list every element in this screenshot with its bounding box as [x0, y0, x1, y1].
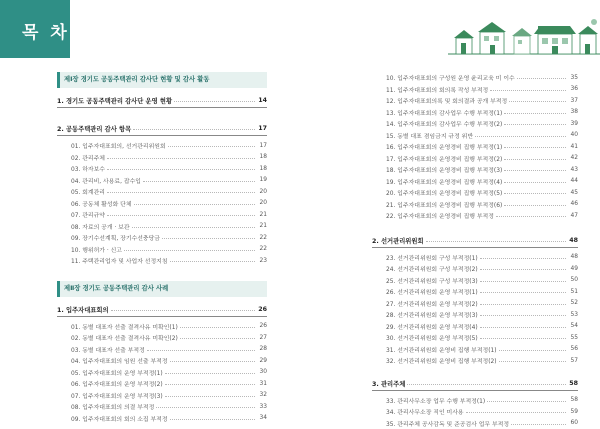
toc-entry[interactable]: [57, 175, 267, 187]
toc-entry-page: 39: [568, 121, 578, 127]
toc-entry-title: 1. 경기도 공동주택관리 감사단 운영 현황: [57, 96, 172, 105]
toc-entry[interactable]: [372, 176, 578, 188]
toc-entry[interactable]: [372, 95, 578, 107]
leader-dots: [162, 238, 255, 239]
toc-entry[interactable]: [372, 199, 578, 211]
toc-entry-title: 34. 관리사무소장 직인 미사용: [386, 407, 464, 416]
toc-entry-page: 49: [568, 266, 578, 272]
toc-entry-title: 1. 입주자대표회의: [57, 305, 109, 314]
toc-entry[interactable]: [372, 164, 578, 176]
toc-entry-title: 12. 입주자대표회의록 및 회의결과 공개 부적정: [386, 96, 507, 105]
leader-dots: [504, 159, 566, 160]
toc-entry-title: 07. 관리규약: [71, 210, 105, 219]
toc-entry[interactable]: [57, 140, 267, 152]
leader-dots: [165, 373, 255, 374]
toc-entry-title: 35. 관리주체 공사감독 및 준공검사 업무 부적정: [386, 419, 509, 428]
toc-entry[interactable]: [372, 130, 578, 142]
toc-entry-page: 44: [568, 178, 578, 184]
toc-entry[interactable]: [57, 244, 267, 256]
leader-dots: [174, 101, 255, 102]
leader-dots: [170, 419, 255, 420]
toc-entry[interactable]: [372, 286, 578, 298]
leader-dots: [504, 205, 566, 206]
header-tab: [0, 0, 70, 58]
leader-dots: [480, 315, 566, 316]
leader-dots: [504, 113, 566, 114]
toc-right-column: [372, 72, 578, 429]
leader-dots: [480, 338, 566, 339]
leader-dots: [504, 124, 566, 125]
toc-entry[interactable]: [372, 107, 578, 119]
toc-entry-page: 48: [568, 254, 578, 260]
toc-entry-title: 2. 공동주택관리 감사 항목: [57, 124, 131, 133]
leader-dots: [107, 158, 255, 159]
toc-entry-title: 31. 선거관리위원회 운영비 집행 부적정(1): [386, 345, 497, 354]
toc-entry-title: 03. 동별 대표자 선출 부적정: [71, 345, 145, 354]
toc-entry-page: 30: [257, 369, 267, 375]
toc-entry-title: 24. 선거관리위원회 구성 부적정(2): [386, 264, 478, 273]
leader-dots: [133, 129, 255, 130]
toc-entry[interactable]: [57, 344, 267, 356]
leader-dots: [504, 193, 566, 194]
leader-dots: [504, 182, 566, 183]
toc-entry[interactable]: [57, 413, 267, 425]
leader-dots: [509, 101, 566, 102]
toc-entry-title: 08. 자료의 공개 · 보관: [71, 222, 130, 231]
toc-entry[interactable]: [372, 252, 578, 264]
toc-entry[interactable]: [372, 118, 578, 130]
leader-dots: [107, 169, 255, 170]
toc-entry[interactable]: [372, 395, 578, 407]
toc-entry[interactable]: [57, 255, 267, 267]
header-bar: [0, 0, 600, 60]
toc-entry-page: 52: [568, 300, 578, 306]
toc-entry-page: 48: [568, 237, 578, 244]
toc-entry[interactable]: [57, 221, 267, 233]
toc-entry-title: 29. 선거관리위원회 운영 부적정(4): [386, 322, 478, 331]
toc-entry-title: 04. 입주자대표회의 임원 선출 부적정: [71, 356, 168, 365]
toc-entry-page: 47: [568, 213, 578, 219]
toc-entry-page: 21: [257, 223, 267, 229]
toc-entry-page: 46: [568, 201, 578, 207]
leader-dots: [111, 310, 255, 311]
toc-entry-title: 01. 입주자대표회의, 선거관리위원회: [71, 141, 166, 150]
toc-entry[interactable]: [57, 152, 267, 164]
toc-entry[interactable]: [57, 332, 267, 344]
toc-entry-page: 38: [568, 109, 578, 115]
leader-dots: [490, 90, 566, 91]
toc-entry[interactable]: [372, 344, 578, 356]
leader-dots: [165, 384, 255, 385]
leader-dots: [480, 258, 566, 259]
toc-entry-title: 19. 입주자대표회의 운영경비 집행 부적정(4): [386, 177, 502, 186]
toc-entry-page: 22: [257, 235, 267, 241]
toc-entry[interactable]: [372, 332, 578, 344]
toc-entry-page: 41: [568, 144, 578, 150]
toc-entry-page: 19: [257, 177, 267, 183]
toc-section-entry[interactable]: [372, 234, 578, 248]
toc-entry-title: 05. 회계관리: [71, 187, 105, 196]
toc-entry-title: 02. 동별 대표자 선출 결격사유 미확인(2): [71, 333, 178, 342]
leader-dots: [107, 192, 255, 193]
toc-entry-page: 17: [257, 125, 267, 132]
houses-illustration-icon: [448, 16, 600, 56]
toc-entry-page: 50: [568, 277, 578, 283]
leader-dots: [180, 327, 255, 328]
toc-entry-title: 03. 하자보수: [71, 164, 105, 173]
toc-entry-page: 45: [568, 190, 578, 196]
leader-dots: [107, 215, 255, 216]
toc-entry-page: 28: [257, 346, 267, 352]
toc-section-entry[interactable]: [372, 377, 578, 391]
toc-entry-page: 57: [568, 358, 578, 364]
toc-entry-title: 06. 입주자대표회의 운영 부적정(2): [71, 379, 163, 388]
leader-dots: [480, 281, 566, 282]
toc-entry-title: 17. 입주자대표회의 운영경비 집행 부적정(2): [386, 154, 502, 163]
toc-entry-title: 02. 관리주체: [71, 153, 105, 162]
leader-dots: [480, 292, 566, 293]
toc-entry[interactable]: [372, 418, 578, 429]
toc-entry[interactable]: [372, 298, 578, 310]
toc-entry[interactable]: [57, 355, 267, 367]
leader-dots: [407, 384, 566, 385]
toc-entry[interactable]: [57, 390, 267, 402]
leader-dots: [168, 146, 255, 147]
toc-entry-page: 51: [568, 289, 578, 295]
toc-entry-page: 58: [568, 380, 578, 387]
toc-entry[interactable]: [57, 209, 267, 221]
toc-entry[interactable]: [57, 198, 267, 210]
toc-entry-title: 20. 입주자대표회의 운영경비 집행 부적정(5): [386, 188, 502, 197]
leader-dots: [143, 181, 255, 182]
leader-dots: [504, 147, 566, 148]
toc-entry-title: 16. 입주자대표회의 운영경비 집행 부적정(1): [386, 142, 502, 151]
leader-dots: [466, 412, 566, 413]
toc-entry-title: 3. 관리주체: [372, 379, 405, 388]
toc-entry-title: 22. 입주자대표회의 운영경비 집행 부적정: [386, 211, 494, 220]
toc-entry[interactable]: [372, 72, 578, 84]
toc-entry-title: 10. 행위허가 · 신고: [71, 245, 122, 254]
leader-dots: [170, 361, 255, 362]
toc-entry-page: 55: [568, 335, 578, 341]
toc-entry-page: 59: [568, 409, 578, 415]
toc-entry-title: 13. 입주자대표회의 감사업무 수행 부적정(1): [386, 108, 502, 117]
leader-dots: [496, 216, 566, 217]
toc-entry[interactable]: [372, 210, 578, 222]
toc-entry[interactable]: [372, 141, 578, 153]
toc-entry-page: 33: [257, 404, 267, 410]
toc-entry[interactable]: [372, 321, 578, 333]
toc-entry-page: 22: [257, 246, 267, 252]
leader-dots: [511, 424, 566, 425]
toc-left-column: [57, 72, 267, 424]
toc-entry-page: 17: [257, 143, 267, 149]
toc-entry-page: 31: [257, 381, 267, 387]
leader-dots: [504, 170, 566, 171]
toc-entry-page: 20: [257, 189, 267, 195]
toc-entry-page: 60: [568, 420, 578, 426]
toc-entry-page: 18: [257, 166, 267, 172]
toc-entry-page: 14: [257, 97, 267, 104]
leader-dots: [480, 269, 566, 270]
toc-entry[interactable]: [372, 309, 578, 321]
toc-entry-title: 27. 선거관리위원회 운영 부적정(2): [386, 299, 478, 308]
leader-dots: [426, 241, 566, 242]
toc-entry-page: 40: [568, 132, 578, 138]
toc-entry-title: 15. 동별 대표 겸임금지 규정 위반: [386, 131, 473, 140]
leader-dots: [147, 350, 255, 351]
leader-dots: [165, 396, 255, 397]
toc-entry-page: 27: [257, 335, 267, 341]
toc-entry-title: 09. 입주자대표회의 회의 소집 부적정: [71, 414, 168, 423]
leader-dots: [487, 401, 566, 402]
toc-entry-page: 37: [568, 98, 578, 104]
toc-entry[interactable]: [372, 275, 578, 287]
toc-section-entry[interactable]: [57, 303, 267, 317]
leader-dots: [156, 407, 255, 408]
toc-entry-page: 18: [257, 154, 267, 160]
toc-entry-title: 32. 선거관리위원회 운영비 집행 부적정(2): [386, 356, 497, 365]
toc-entry-title: 05. 입주자대표회의 운영 부적정(1): [71, 368, 163, 377]
toc-entry[interactable]: [57, 186, 267, 198]
toc-entry-title: 33. 관리사무소장 업무 수행 부적정(1): [386, 396, 485, 405]
toc-entry[interactable]: [57, 367, 267, 379]
toc-entry-page: 53: [568, 312, 578, 318]
toc-entry-title: 06. 공동체 활성화 단체: [71, 199, 132, 208]
part-heading: 제Ⅱ장 경기도 공동주택관리 감사 사례: [57, 281, 267, 297]
toc-entry-title: 30. 선거관리위원회 운영 부적정(5): [386, 333, 478, 342]
toc-entry-title: 07. 입주자대표회의 운영 부적정(3): [71, 391, 163, 400]
toc-entry-page: 54: [568, 323, 578, 329]
toc-entry[interactable]: [57, 378, 267, 390]
leader-dots: [124, 250, 255, 251]
page-title: 목 차: [22, 18, 70, 43]
toc-entry-page: 56: [568, 346, 578, 352]
toc-entry-title: 26. 선거관리위원회 운영 부적정(1): [386, 287, 478, 296]
toc-entry[interactable]: [372, 84, 578, 96]
toc-entry-title: 28. 선거관리위원회 운영 부적정(3): [386, 310, 478, 319]
toc-entry-page: 29: [257, 358, 267, 364]
leader-dots: [480, 304, 566, 305]
toc-entry-page: 43: [568, 167, 578, 173]
leader-dots: [132, 227, 255, 228]
toc-entry-title: 2. 선거관리위원회: [372, 236, 424, 245]
toc-entry-page: 26: [257, 323, 267, 329]
leader-dots: [475, 136, 566, 137]
toc-entry-title: 11. 주택관리업자 및 사업자 선정지침: [71, 256, 168, 265]
toc-entry[interactable]: [57, 163, 267, 175]
leader-dots: [180, 338, 255, 339]
toc-entry-title: 21. 입주자대표회의 운영경비 집행 부적정(6): [386, 200, 502, 209]
leader-dots: [499, 361, 566, 362]
toc-entry[interactable]: [372, 406, 578, 418]
toc-entry-title: 08. 입주자대표회의 의결 부적정: [71, 402, 154, 411]
toc-entry-title: 01. 동별 대표자 선출 결격사유 미확인(1): [71, 322, 178, 331]
toc-entry-page: 34: [257, 415, 267, 421]
leader-dots: [517, 78, 566, 79]
toc-section-entry[interactable]: [57, 122, 267, 136]
toc-entry-page: 23: [257, 258, 267, 264]
toc-entry-title: 10. 입주자대표회의 구성원 운영 윤리교육 미 이수: [386, 73, 515, 82]
toc-entry-page: 36: [568, 86, 578, 92]
toc-entry[interactable]: [57, 401, 267, 413]
toc-entry-title: 25. 선거관리위원회 구성 부적정(3): [386, 276, 478, 285]
toc-entry-page: 20: [257, 200, 267, 206]
toc-entry[interactable]: [372, 355, 578, 367]
toc-entry-title: 09. 장기수선계획, 장기수선충당금: [71, 233, 160, 242]
toc-entry-title: 14. 입주자대표회의 감사업무 수행 부적정(2): [386, 119, 502, 128]
toc-entry-page: 21: [257, 212, 267, 218]
toc-entry-title: 23. 선거관리위원회 구성 부적정(1): [386, 253, 478, 262]
leader-dots: [499, 350, 566, 351]
toc-entry-page: 26: [257, 306, 267, 313]
toc-entry[interactable]: [372, 187, 578, 199]
toc-entry-page: 58: [568, 397, 578, 403]
toc-entry[interactable]: [372, 153, 578, 165]
toc-entry[interactable]: [372, 263, 578, 275]
toc-section-entry[interactable]: [57, 94, 267, 108]
toc-entry-page: 35: [568, 75, 578, 81]
leader-dots: [134, 204, 255, 205]
toc-entry-page: 32: [257, 392, 267, 398]
toc-entry-page: 42: [568, 155, 578, 161]
toc-entry[interactable]: [57, 232, 267, 244]
leader-dots: [170, 261, 255, 262]
leader-dots: [480, 327, 566, 328]
part-heading: 제Ⅰ장 경기도 공동주택관리 감사단 현황 및 감사 활동: [57, 72, 267, 88]
toc-entry-title: 04. 관리비, 사용료, 잡수입: [71, 176, 141, 185]
toc-entry-title: 11. 입주자대표회의 회의록 작성 부적정: [386, 85, 488, 94]
toc-entry[interactable]: [57, 321, 267, 333]
toc-entry-title: 18. 입주자대표회의 운영경비 집행 부적정(3): [386, 165, 502, 174]
